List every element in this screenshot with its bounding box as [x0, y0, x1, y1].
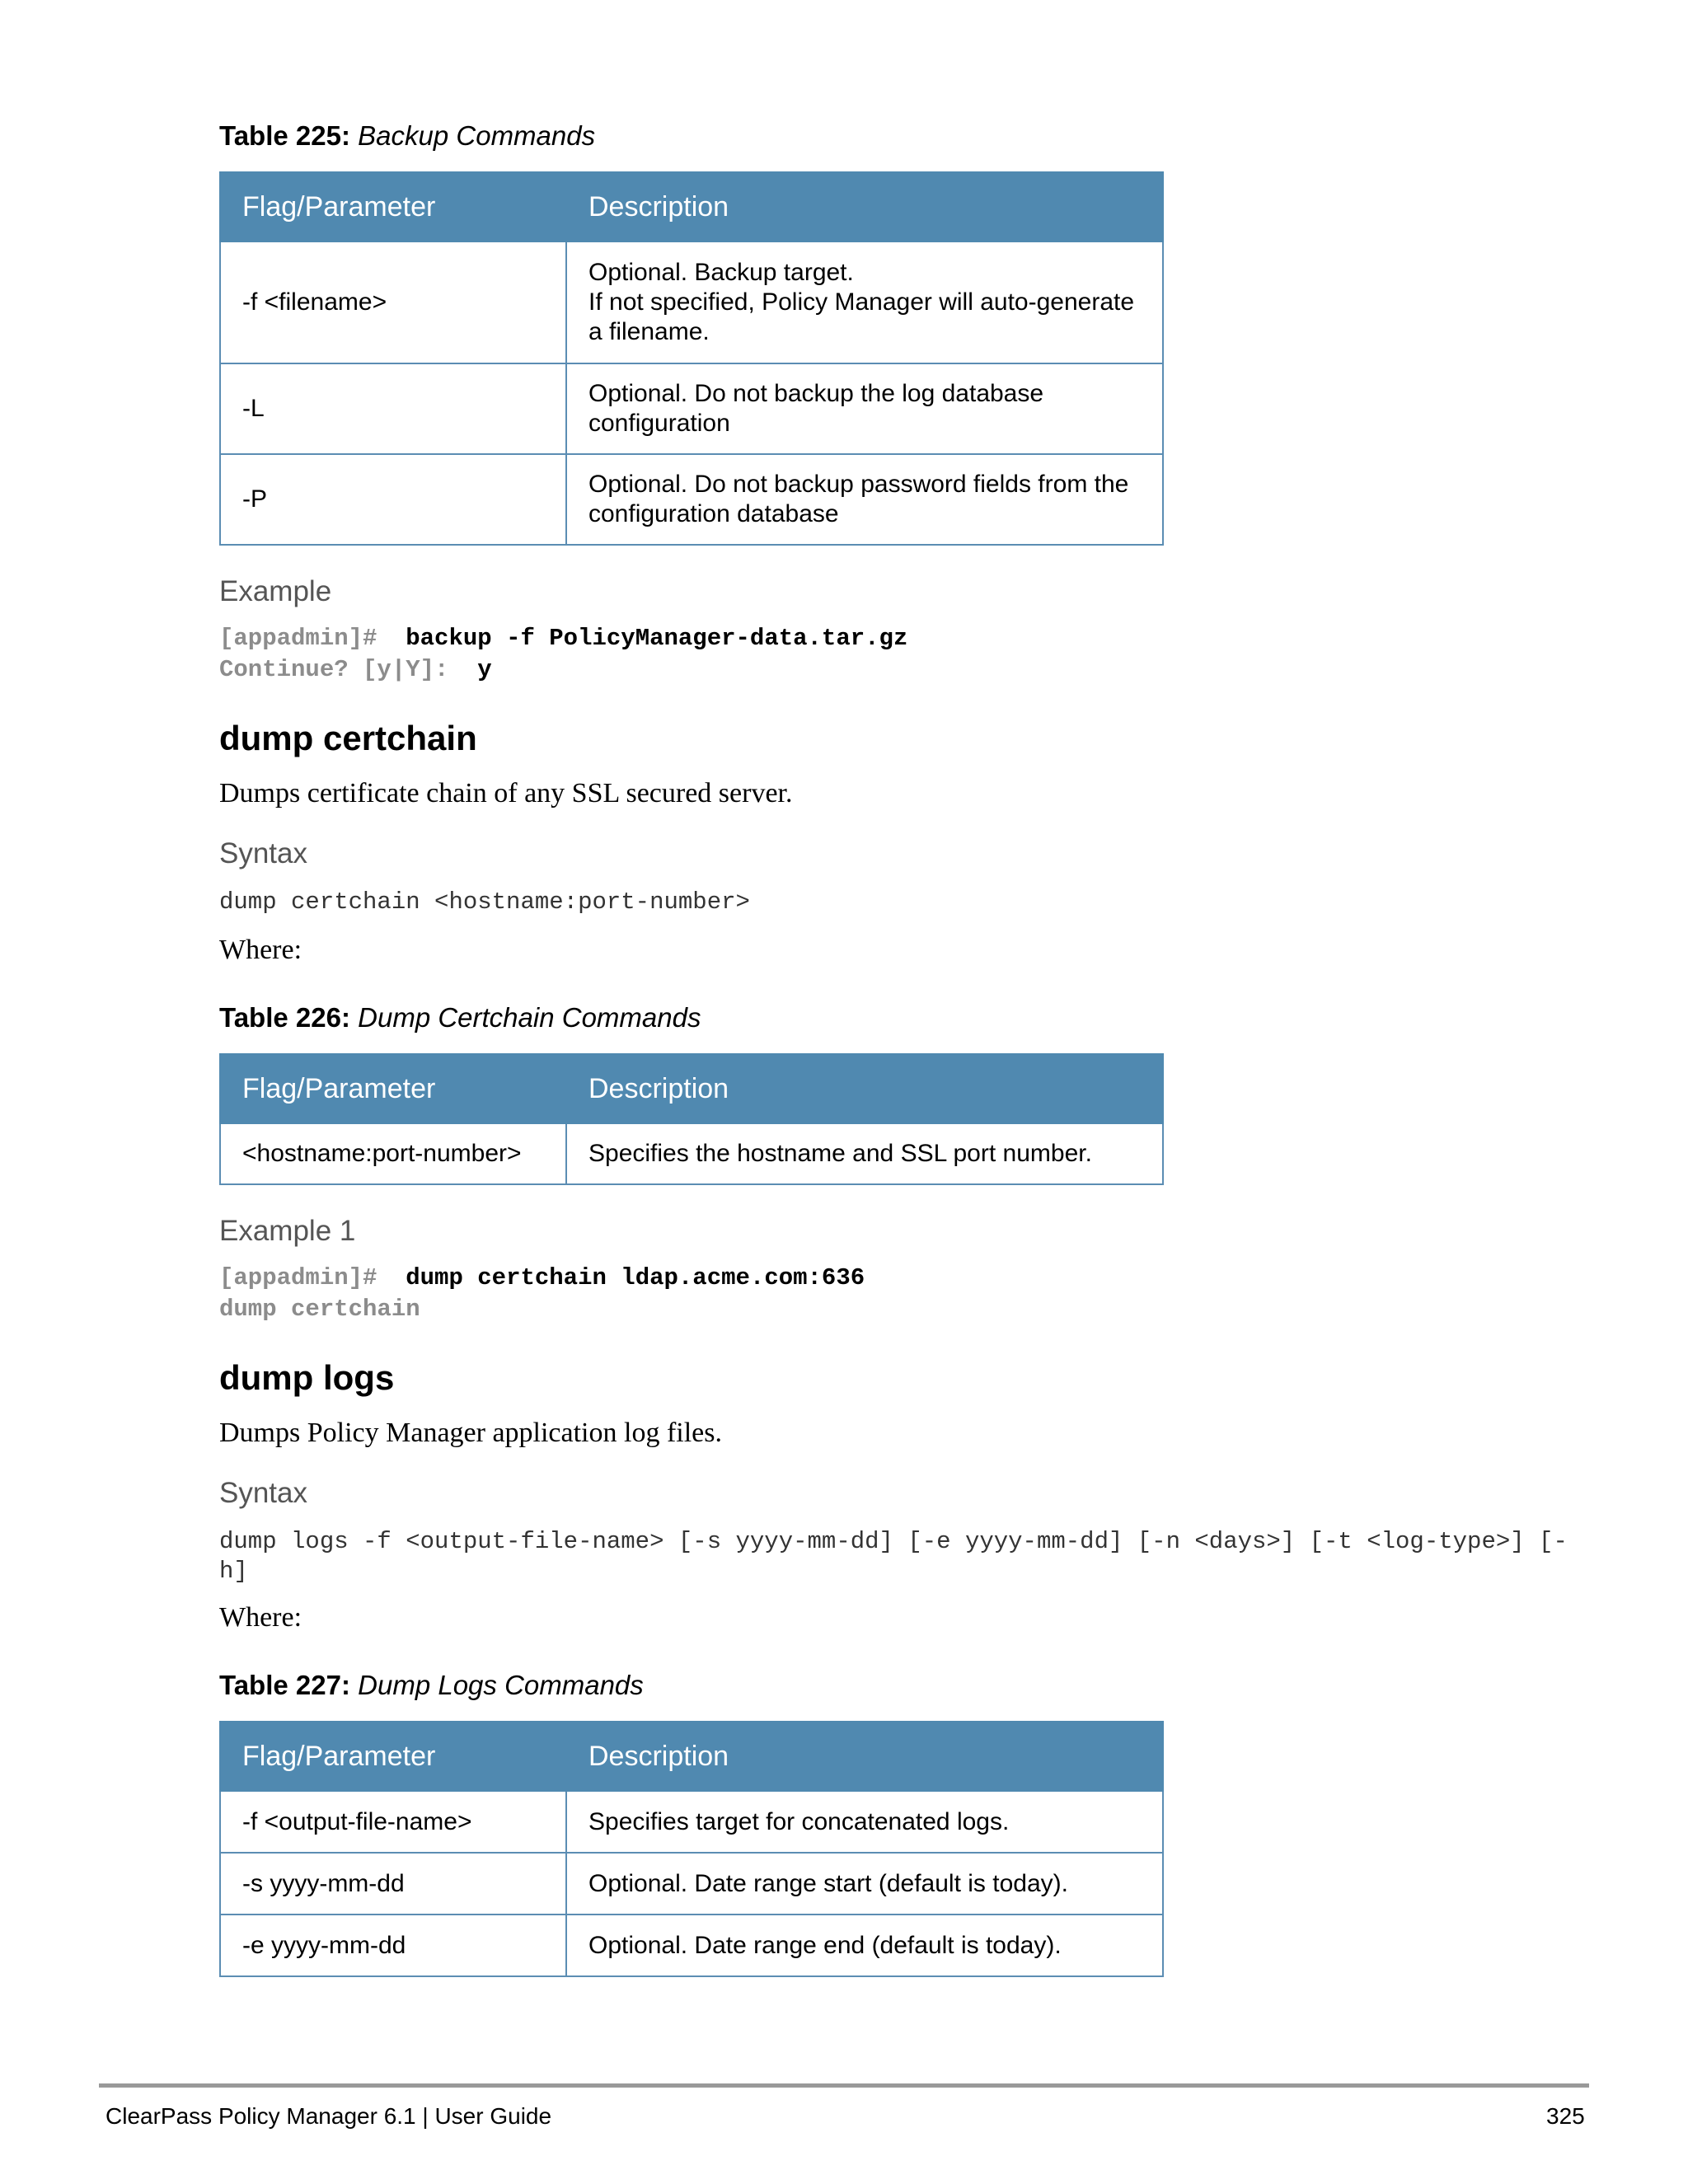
table-row	[220, 241, 1163, 363]
flag-cell: -e yyyy-mm-dd	[220, 1915, 566, 1976]
description-cell	[566, 363, 1163, 454]
section-description: Dumps Policy Manager application log files.	[219, 1418, 722, 1448]
section-description: Dumps certificate chain of any SSL secured server.	[219, 778, 793, 808]
table-header-row	[220, 1722, 1163, 1791]
table-226-caption	[219, 1002, 701, 1033]
footer-title: ClearPass Policy Manager 6.1 | User Guide	[106, 2103, 552, 2129]
flag-cell: -f <filename>	[220, 241, 566, 363]
page-number: 325	[1546, 2103, 1585, 2129]
flag-cell: -P	[220, 454, 566, 545]
code-prompt: Continue? [y|Y]:	[219, 656, 449, 683]
code-example	[219, 625, 907, 652]
table-row	[220, 1791, 1163, 1853]
table-row	[220, 1853, 1163, 1915]
code-answer: y	[477, 656, 492, 683]
desc-line: configuration database	[588, 500, 839, 527]
code-prompt: [appadmin]#	[219, 1264, 377, 1291]
header-description: Description	[566, 1722, 1163, 1791]
syntax-heading: Syntax	[219, 837, 307, 869]
header-flag: Flag/Parameter	[220, 172, 566, 241]
table-row	[220, 1123, 1163, 1184]
syntax-line: h]	[219, 1558, 248, 1585]
logs-commands-table	[219, 1721, 1164, 1977]
table-227-caption	[219, 1670, 644, 1701]
description-cell	[566, 241, 1163, 363]
header-description: Description	[566, 172, 1163, 241]
syntax-line: dump logs -f <output-file-name> [-s yyyy-mm-dd] [-e yyyy-mm-dd] [-n <days>] [-t <log-type>] [-	[219, 1528, 1568, 1555]
where-label: Where:	[219, 1602, 302, 1633]
desc-line: Optional. Backup target.	[588, 259, 854, 286]
code-example	[219, 1264, 865, 1291]
description-cell	[566, 454, 1163, 545]
table-row	[220, 454, 1163, 545]
section-title: dump logs	[219, 1358, 395, 1397]
code-example	[219, 656, 492, 683]
syntax-line: dump certchain <hostname:port-number>	[219, 888, 750, 916]
table-header-row	[220, 1054, 1163, 1123]
table-row	[220, 363, 1163, 454]
code-example	[219, 1296, 420, 1323]
flag-cell: -f <output-file-name>	[220, 1791, 566, 1853]
header-flag: Flag/Parameter	[220, 1054, 566, 1123]
caption-number: Table 225:	[219, 120, 350, 151]
caption-title: Dump Logs Commands	[358, 1670, 644, 1700]
caption-number: Table 226:	[219, 1002, 350, 1033]
desc-line: configuration	[588, 410, 730, 437]
desc-line: Optional. Do not backup the log database	[588, 380, 1044, 407]
table-225-caption	[219, 120, 595, 152]
table-row	[220, 1915, 1163, 1976]
footer-rule	[99, 2083, 1589, 2088]
certchain-commands-table	[219, 1053, 1164, 1185]
code-command: backup -f PolicyManager-data.tar.gz	[406, 625, 908, 652]
flag-cell: <hostname:port-number>	[220, 1123, 566, 1184]
code-output: dump certchain	[219, 1296, 420, 1323]
flag-cell: -L	[220, 363, 566, 454]
code-prompt: [appadmin]#	[219, 625, 377, 652]
example-heading: Example 1	[219, 1215, 356, 1247]
flag-cell: -s yyyy-mm-dd	[220, 1853, 566, 1915]
code-command: dump certchain ldap.acme.com:636	[406, 1264, 865, 1291]
description-cell: Optional. Date range start (default is today).	[566, 1853, 1163, 1915]
description-cell: Optional. Date range end (default is today).	[566, 1915, 1163, 1976]
description-cell: Specifies the hostname and SSL port number.	[566, 1123, 1163, 1184]
table-header-row	[220, 172, 1163, 241]
where-label: Where:	[219, 935, 302, 965]
desc-line: Optional. Do not backup password fields from the	[588, 471, 1129, 498]
caption-title: Dump Certchain Commands	[358, 1002, 701, 1033]
caption-title: Backup Commands	[358, 120, 596, 151]
header-flag: Flag/Parameter	[220, 1722, 566, 1791]
backup-commands-table	[219, 171, 1164, 546]
description-cell: Specifies target for concatenated logs.	[566, 1791, 1163, 1853]
desc-line: If not specified, Policy Manager will auto-generate	[588, 288, 1135, 316]
header-description: Description	[566, 1054, 1163, 1123]
caption-number: Table 227:	[219, 1670, 350, 1700]
section-title: dump certchain	[219, 719, 477, 757]
example-heading: Example	[219, 575, 332, 607]
syntax-heading: Syntax	[219, 1477, 307, 1509]
desc-line: a filename.	[588, 318, 710, 345]
